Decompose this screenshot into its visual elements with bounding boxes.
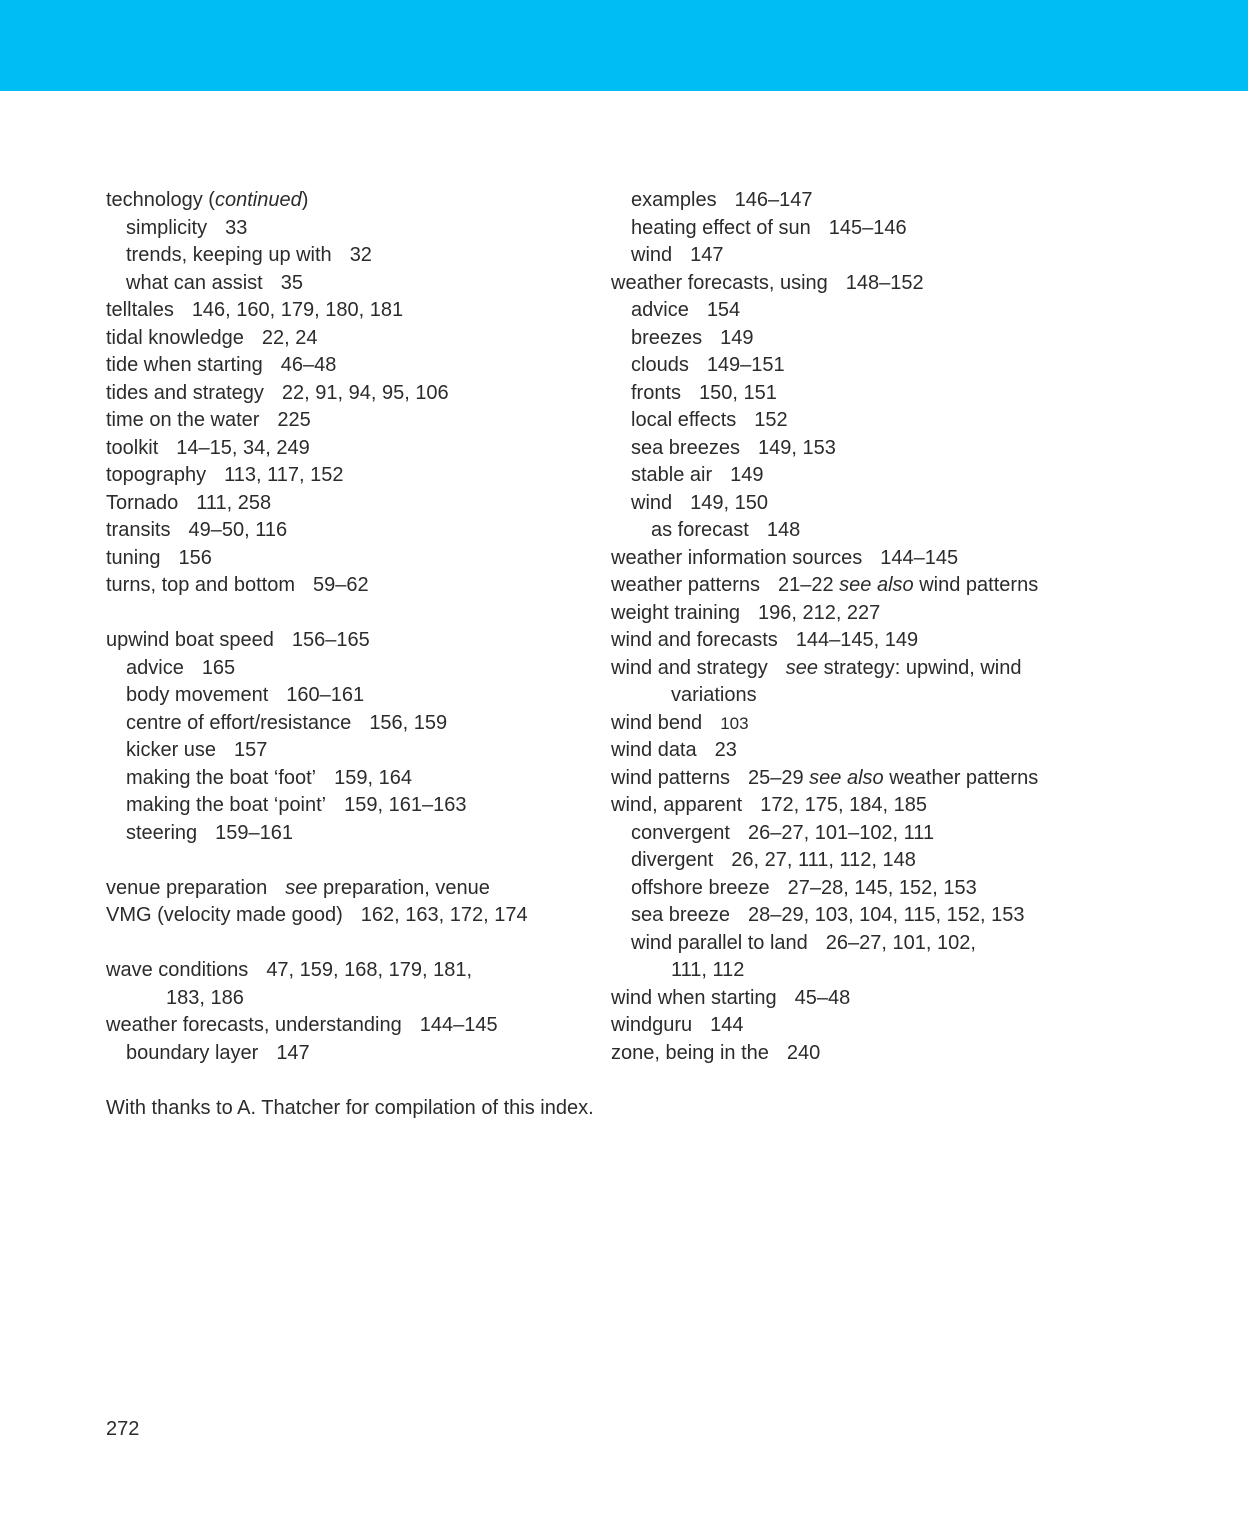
index-term-text: 111, 112 <box>671 959 745 981</box>
page-refs: 148–152 <box>845 271 924 294</box>
index-term-text: as forecast <box>651 519 749 541</box>
index-entry <box>106 352 586 380</box>
index-continuation <box>611 682 1131 710</box>
letter-gap <box>106 600 586 628</box>
index-term-text: wind and forecasts <box>611 629 778 651</box>
page-refs: 156–165 <box>291 629 370 651</box>
page-refs: 47, 159, 168, 179, 181, <box>266 959 473 981</box>
page-refs: 33 <box>225 216 248 239</box>
index-subentry <box>611 242 1131 270</box>
page-refs: 165 <box>201 656 236 679</box>
page-refs: 27–28, 145, 152, 153 <box>787 876 977 899</box>
page-refs: 145–146 <box>828 216 907 239</box>
index-term-text: weather forecasts, understanding <box>106 1014 402 1036</box>
index-subentry <box>611 297 1131 325</box>
index-entry <box>106 407 586 435</box>
page-refs: 35 <box>280 271 303 294</box>
index-subentry <box>106 655 586 683</box>
index-entry <box>611 545 1131 573</box>
index-subentry <box>611 325 1131 353</box>
index-entry <box>611 985 1131 1013</box>
index-term-text: 183, 186 <box>166 986 244 1009</box>
page-refs: 144–145, 149 <box>795 629 919 651</box>
index-entry <box>106 297 586 325</box>
index-term-text: wind parallel to land <box>631 931 808 954</box>
page-refs: 59–62 <box>313 574 369 596</box>
index-entry <box>611 270 1131 298</box>
page-refs: 149, 153 <box>757 436 836 459</box>
index-term-text: body movement <box>126 684 269 706</box>
index-term-text: breezes <box>631 326 703 349</box>
index-subentry <box>611 902 1131 930</box>
index-term-text: windguru <box>611 1014 693 1036</box>
index-term-text: sea breezes <box>631 436 740 459</box>
page-refs: 14–15, 34, 249 <box>176 436 310 459</box>
page-refs: 196, 212, 227 <box>757 601 881 624</box>
index-term-text: weather patterns <box>611 574 760 596</box>
index-term-text: ) <box>301 189 309 211</box>
page-refs: 103 <box>720 713 749 733</box>
page-refs: 240 <box>786 1041 821 1064</box>
index-term-text: wind data <box>611 739 697 761</box>
index-term-text: wind when starting <box>611 986 777 1009</box>
index-entry <box>106 517 586 545</box>
index-subentry <box>611 380 1131 408</box>
index-subentry <box>611 847 1131 875</box>
page-refs: 149, 150 <box>690 491 768 514</box>
index-term-text: wind and strategy <box>611 656 768 679</box>
index-term-text: wind bend <box>611 711 703 734</box>
index-entry <box>106 435 586 463</box>
index-term-text: trends, keeping up with <box>126 244 332 266</box>
page-refs: 113, 117, 152 <box>224 464 344 486</box>
index-term-text: technology ( <box>106 189 215 211</box>
index-entry <box>106 325 586 353</box>
index-subentry <box>106 1040 586 1068</box>
page-refs: 225 <box>277 409 311 431</box>
index-term-text: offshore breeze <box>631 876 770 899</box>
page-refs: 49–50, 116 <box>188 519 288 541</box>
index-entry <box>611 627 1131 655</box>
index-term-text: wind <box>631 244 673 266</box>
index-term-text: see also <box>809 766 884 789</box>
page-refs: 111, 258 <box>196 491 272 514</box>
page-refs: 159, 161–163 <box>344 794 467 816</box>
index-subentry <box>106 792 586 820</box>
index-term-text: local effects <box>631 409 737 431</box>
index-term-text: advice <box>631 299 689 321</box>
header-color-band <box>0 0 1248 91</box>
index-term-text: continued <box>214 189 302 211</box>
index-term-text: tidal knowledge <box>106 326 244 349</box>
index-term-text: making the boat ‘foot’ <box>126 766 317 789</box>
index-term-text: preparation, venue <box>323 876 490 899</box>
page-refs: 147 <box>690 244 724 266</box>
page-refs: 150, 151 <box>699 381 777 404</box>
page-refs: 159–161 <box>215 821 294 844</box>
index-entry <box>106 1012 586 1040</box>
index-term-text: simplicity <box>126 216 208 239</box>
index-subentry <box>611 875 1131 903</box>
index-term-text: tuning <box>106 546 161 569</box>
page-refs: 160–161 <box>286 684 365 706</box>
index-term-text: kicker use <box>126 739 217 761</box>
index-subentry <box>611 462 1131 490</box>
index-subentry <box>611 820 1131 848</box>
page-refs: 26–27, 101–102, 111 <box>747 821 935 844</box>
index-term-text: tides and strategy <box>106 381 264 404</box>
page-refs: 144–145 <box>419 1014 498 1036</box>
page-refs: 25–29 <box>747 766 804 789</box>
letter-gap <box>106 847 586 875</box>
index-term-text: telltales <box>106 299 174 321</box>
page-refs: 146, 160, 179, 180, 181 <box>191 299 404 321</box>
page-refs: 26–27, 101, 102, <box>825 931 976 954</box>
page-refs: 157 <box>234 739 268 761</box>
page-refs: 147 <box>276 1041 310 1064</box>
index-subentry <box>106 242 586 270</box>
index-entry <box>611 765 1131 793</box>
index-term-text: see also <box>839 574 914 596</box>
index-continuation <box>106 985 586 1013</box>
index-entry <box>611 737 1131 765</box>
page-refs: see <box>285 876 318 899</box>
index-term-text: venue preparation <box>106 876 268 899</box>
index-subentry <box>611 215 1131 243</box>
index-term-text: turns, top and bottom <box>106 574 296 596</box>
index-entry <box>611 572 1131 600</box>
index-term-text: weight training <box>611 601 740 624</box>
index-entry <box>106 462 586 490</box>
index-subentry <box>106 820 586 848</box>
index-entry <box>106 545 586 573</box>
index-subentry <box>106 765 586 793</box>
index-term-text: wind, apparent <box>611 794 743 816</box>
index-entry <box>611 655 1131 683</box>
index-term-text: weather patterns <box>889 766 1039 789</box>
index-subentry <box>611 930 1131 958</box>
page-refs: 162, 163, 172, 174 <box>360 904 528 926</box>
index-subentry <box>611 407 1131 435</box>
page-refs: 28–29, 103, 104, 115, 152, 153 <box>747 904 1025 926</box>
page-refs: 22, 91, 94, 95, 106 <box>281 381 449 404</box>
index-term-text: stable air <box>631 464 713 486</box>
index-term-text: variations <box>671 684 757 706</box>
page-refs: 144 <box>710 1014 744 1036</box>
page-refs: 21–22 <box>777 574 834 596</box>
page-refs: 146–147 <box>734 189 813 211</box>
acknowledgement-text: With thanks to A. Thatcher for compilation of this index. <box>106 1097 594 1119</box>
index-term-text: examples <box>631 189 717 211</box>
index-subentry <box>611 490 1131 518</box>
index-entry <box>106 490 586 518</box>
index-continuation <box>611 957 1131 985</box>
page-refs: 149 <box>730 464 764 486</box>
index-subentry <box>106 215 586 243</box>
page-refs: 22, 24 <box>261 326 318 349</box>
page-refs: 149 <box>720 326 754 349</box>
page-refs: 45–48 <box>794 986 851 1009</box>
page-refs: 154 <box>706 299 741 321</box>
index-term-text: centre of effort/resistance <box>126 711 352 734</box>
index-term-text: strategy: upwind, wind <box>823 656 1022 679</box>
page-refs: 156 <box>178 546 212 569</box>
index-subentry <box>611 187 1131 215</box>
index-subentry <box>106 737 586 765</box>
index-entry <box>611 710 1131 738</box>
page-refs: 46–48 <box>280 354 337 376</box>
index-term-text: wave conditions <box>106 959 249 981</box>
index-term-text: convergent <box>631 821 730 844</box>
page-refs: 32 <box>349 244 372 266</box>
index-term-text: sea breeze <box>631 904 730 926</box>
index-term-text: time on the water <box>106 409 260 431</box>
page-number: 272 <box>106 1418 140 1440</box>
page-refs: 144–145 <box>880 546 959 569</box>
index-term-text: heating effect of sun <box>631 216 811 239</box>
index-entry <box>611 1040 1131 1068</box>
index-entry <box>611 600 1131 628</box>
index-entry <box>611 792 1131 820</box>
index-term-text: upwind boat speed <box>106 629 274 651</box>
page-refs: see <box>785 656 819 679</box>
index-term-text: wind <box>631 491 673 514</box>
page-refs: 23 <box>714 739 737 761</box>
index-subentry <box>611 352 1131 380</box>
index-subentry <box>106 710 586 738</box>
index-term-text: steering <box>126 821 198 844</box>
index-term-text: Tornado <box>106 491 179 514</box>
index-term-text: weather forecasts, using <box>611 271 828 294</box>
index-entry <box>106 380 586 408</box>
index-column-right <box>611 187 1131 1067</box>
index-entry <box>106 627 586 655</box>
index-term-text: making the boat ‘point’ <box>126 794 327 816</box>
index-term-text: transits <box>106 519 171 541</box>
index-term-text: VMG (velocity made good) <box>106 904 343 926</box>
index-term-text: toolkit <box>106 436 159 459</box>
index-term-text: wind patterns <box>611 766 730 789</box>
index-entry <box>106 875 586 903</box>
index-subentry <box>106 682 586 710</box>
index-subentry <box>611 435 1131 463</box>
index-term-text: topography <box>106 464 207 486</box>
index-entry <box>106 957 586 985</box>
index-subsubentry <box>611 517 1131 545</box>
index-column-left <box>106 187 586 1067</box>
index-term-text: divergent <box>631 849 714 871</box>
page-refs: 156, 159 <box>369 711 448 734</box>
page-refs: 149–151 <box>706 354 785 376</box>
page-refs: 26, 27, 111, 112, 148 <box>731 849 916 871</box>
index-term-text: zone, being in the <box>611 1041 769 1064</box>
index-term-text: what can assist <box>126 271 263 294</box>
index-term-text: wind patterns <box>919 574 1039 596</box>
index-term-text: boundary layer <box>126 1041 259 1064</box>
index-entry <box>106 572 586 600</box>
index-term-text: tide when starting <box>106 354 263 376</box>
index-entry <box>106 902 586 930</box>
index-entry <box>611 1012 1131 1040</box>
page-refs: 172, 175, 184, 185 <box>760 794 928 816</box>
page-refs: 152 <box>754 409 788 431</box>
page-refs: 148 <box>766 519 801 541</box>
index-subentry <box>106 270 586 298</box>
index-term-text: advice <box>126 656 184 679</box>
index-term-text: fronts <box>631 381 682 404</box>
index-entry-technology <box>106 187 586 215</box>
letter-gap <box>106 930 586 958</box>
index-term-text: clouds <box>631 354 689 376</box>
index-term-text: weather information sources <box>611 546 863 569</box>
page-refs: 159, 164 <box>334 766 412 789</box>
